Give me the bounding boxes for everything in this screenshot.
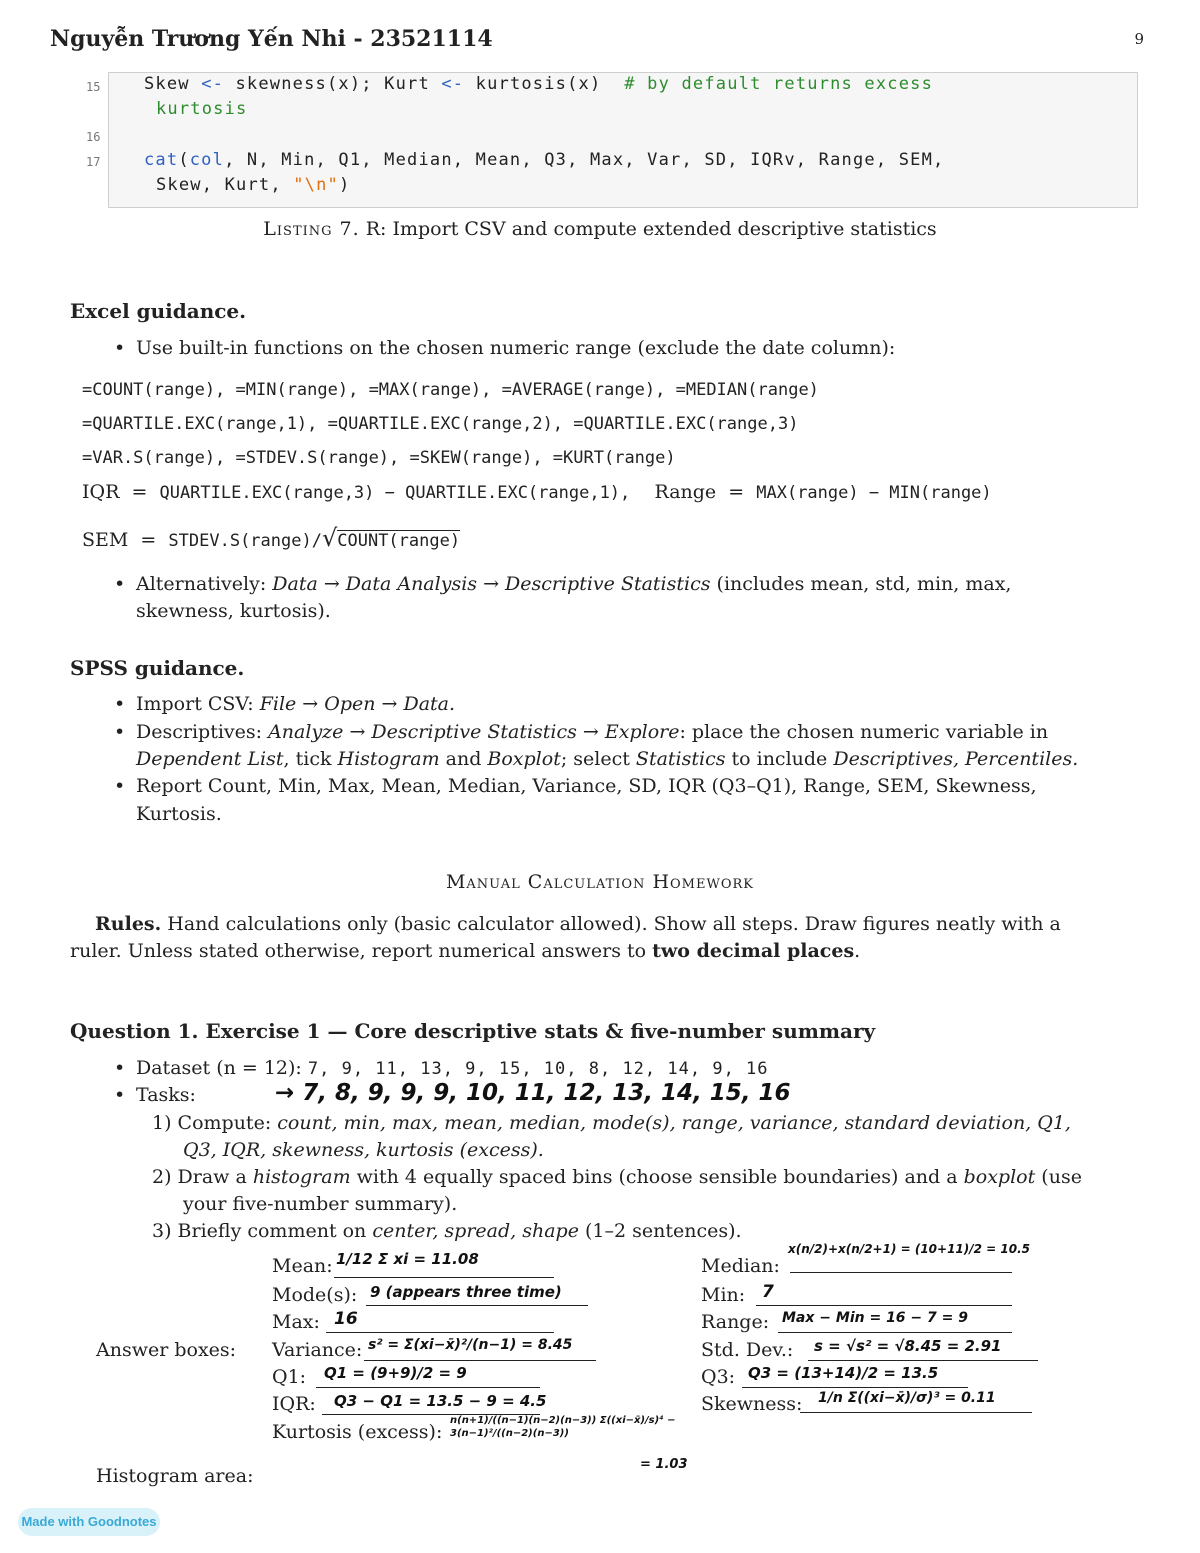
excel-formula-1: =COUNT(range), =MIN(range), =MAX(range), =AVERAGE(range), =MEDIAN(range) [82,380,819,400]
iqr-label: IQR: [272,1393,316,1415]
min-answer-line [756,1305,1012,1306]
line-number-15: 15 [86,80,101,94]
range-answer-line [778,1332,1012,1333]
question-1-heading: Question 1. Exercise 1 — Core descriptive stats & five-number summary [70,1019,876,1043]
median-answer: x(n/2)+x(n/2+1) = (10+11)/2 = 10.5 [788,1242,1031,1256]
q3-answer-line [742,1387,968,1388]
task-1-cont: Q3, IQR, skewness, kurtosis (excess). [183,1139,544,1161]
min-answer: 7 [762,1282,774,1302]
dataset-bullet: • Dataset (n = 12): 7, 9, 11, 13, 9, 15, 10, 8, 12, 14, 9, 16 [136,1057,769,1079]
homework-title: Manual Calculation Homework [445,871,755,893]
std-answer: s = √s² = √8.45 = 2.91 [814,1337,1002,1355]
median-label: Median: [701,1255,780,1277]
rules-text-cont: ruler. Unless stated otherwise, report numerical answers to two decimal places. [70,940,861,962]
max-label: Max: [272,1311,320,1333]
q3-answer: Q3 = (13+14)/2 = 13.5 [748,1364,939,1382]
excel-alternative-bullet: • Alternatively: Data → Data Analysis → Descriptive Statistics (includes mean, std, min, max, [136,573,1131,595]
kurtosis-answer-result: = 1.03 [640,1457,688,1472]
skewness-answer: 1/n Σ((xi−x̄)/σ)³ = 0.11 [818,1390,996,1406]
spss-bullet-descriptives-cont: Dependent List, tick Histogram and Boxplot; select Statistics to include Descriptives, Percentiles. [136,748,1079,770]
excel-alternative-cont: skewness, kurtosis). [136,600,331,622]
median-answer-line [790,1272,1012,1273]
q1-answer-line [316,1387,540,1388]
mean-label: Mean: [272,1255,333,1277]
q1-label: Q1: [272,1366,307,1388]
goodnotes-badge: Made with Goodnotes [18,1508,160,1536]
spss-heading: SPSS guidance. [70,656,245,680]
modes-answer: 9 (appears three time) [370,1283,562,1301]
modes-label: Mode(s): [272,1284,358,1306]
excel-formula-2: =QUARTILE.EXC(range,1), =QUARTILE.EXC(range,2), =QUARTILE.EXC(range,3) [82,414,799,434]
task-2: 2) Draw a histogram with 4 equally spaced bins (choose sensible boundaries) and a boxplot (use [152,1166,1082,1188]
variance-answer-line [364,1360,596,1361]
std-answer-line [808,1360,1038,1361]
spss-bullet-import: • Import CSV: File → Open → Data. [136,693,455,715]
excel-sem-formula: SEM = STDEV.S(range)/√COUNT(range) [82,524,461,552]
max-answer-line [326,1332,554,1333]
skewness-label: Skewness: [701,1393,803,1415]
skewness-answer-line [800,1412,1032,1413]
tasks-bullet: • Tasks: [136,1084,196,1106]
page-number: 9 [1134,30,1144,48]
range-answer: Max − Min = 16 − 7 = 9 [782,1310,968,1326]
handwritten-sorted-data: → 7, 8, 9, 9, 9, 10, 11, 12, 13, 14, 15, 16 [275,1080,791,1106]
task-1: 1) Compute: count, min, max, mean, median, mode(s), range, variance, standard deviation, Q1, [152,1112,1071,1134]
answer-boxes-label: Answer boxes: [96,1339,237,1361]
q1-answer: Q1 = (9+9)/2 = 9 [324,1364,467,1382]
max-answer: 16 [334,1309,358,1329]
min-label: Min: [701,1284,746,1306]
task-2-cont: your five-number summary). [183,1193,458,1215]
code-line-17: cat(col, N, Min, Q1, Median, Mean, Q3, Max, Var, SD, IQRv, Range, SEM, [144,150,945,170]
histogram-area-label: Histogram area: [96,1465,254,1487]
spss-bullet-report-cont: Kurtosis. [136,803,222,825]
modes-answer-line [366,1305,588,1306]
kurtosis-label: Kurtosis (excess): [272,1421,443,1443]
excel-iqr-formula: IQR = QUARTILE.EXC(range,3) − QUARTILE.EXC(range,1), Range = MAX(range) − MIN(range) [82,481,992,503]
variance-answer: s² = Σ(xi−x̄)²/(n−1) = 8.45 [368,1337,573,1353]
rules-text: Rules. Hand calculations only (basic calculator allowed). Show all steps. Draw figures neatly with a [95,913,1061,935]
iqr-answer: Q3 − Q1 = 13.5 − 9 = 4.5 [334,1392,547,1410]
spss-bullet-report: • Report Count, Min, Max, Mean, Median, Variance, SD, IQR (Q3–Q1), Range, SEM, Skewness, [136,775,1037,797]
q3-label: Q3: [701,1366,736,1388]
spss-bullet-descriptives: • Descriptives: Analyze → Descriptive Statistics → Explore: place the chosen numeric variable in [136,721,1048,743]
excel-bullet-1: • Use built-in functions on the chosen numeric range (exclude the date column): [136,337,895,359]
mean-answer-line [334,1277,554,1278]
listing-caption: Listing 7. R: Import CSV and compute extended descriptive statistics [263,218,937,240]
kurtosis-answer: n(n+1)/((n−1)(n−2)(n−3)) Σ((xi−x̄)/s)⁴ − 3(n−1)²/((n−2)(n−3)) [450,1415,676,1439]
std-label: Std. Dev.: [701,1339,794,1361]
excel-formula-3: =VAR.S(range), =STDEV.S(range), =SKEW(range), =KURT(range) [82,448,676,468]
variance-label: Variance: [272,1339,363,1361]
code-line-17-cont: Skew, Kurt, "\n") [156,175,351,195]
excel-heading: Excel guidance. [70,299,247,323]
line-number-17: 17 [86,155,101,169]
page-header-author: Nguyễn Trương Yến Nhi - 23521114 [50,26,493,52]
task-3: 3) Briefly comment on center, spread, shape (1–2 sentences). [152,1220,742,1242]
code-line-15-cont: kurtosis [156,99,248,119]
mean-answer: 1/12 Σ xi = 11.08 [336,1250,479,1268]
code-line-15: Skew <- skewness(x); Kurt <- kurtosis(x) # by default returns excess [144,74,934,94]
line-number-16: 16 [86,130,101,144]
range-label: Range: [701,1311,770,1333]
